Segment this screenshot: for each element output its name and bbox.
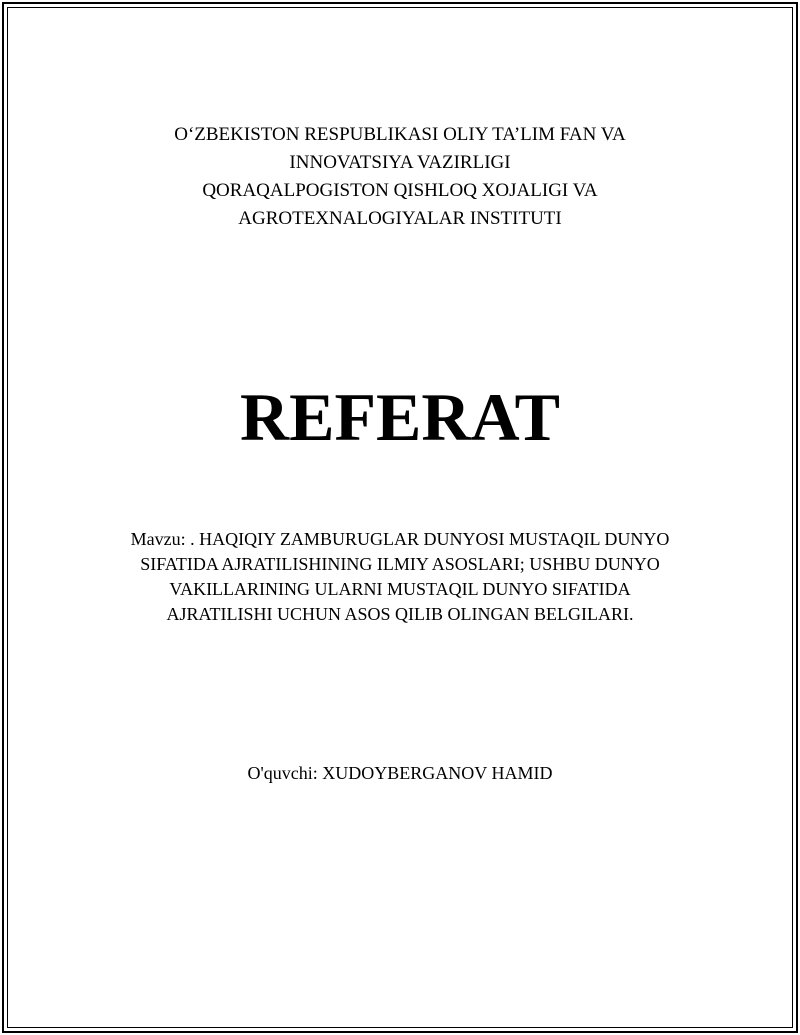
topic-line: Mavzu: . HAQIQIY ZAMBURUGLAR DUNYOSI MUSTAQIL DUNYO [130, 529, 670, 549]
student-name: O'quvchi: XUDOYBERGANOV HAMID [247, 763, 553, 783]
topic-line: VAKILLARINING ULARNI MUSTAQIL DUNYO SIFATIDA [169, 579, 631, 599]
topic-text [0, 527, 800, 627]
header-line: O‘ZBEKISTON RESPUBLIKASI OLIY TA’LIM FAN VA [174, 124, 626, 145]
header-line: QORAQALPOGISTON QISHLOQ XOJALIGI VA [202, 180, 598, 201]
topic-line: SIFATIDA AJRATILISHINING ILMIY ASOSLARI; USHBU DUNYO [140, 554, 660, 574]
institution-header [0, 121, 800, 233]
header-line: INNOVATSIYA VAZIRLIGI [289, 152, 511, 173]
header-line: AGROTEXNALOGIYALAR INSTITUTI [238, 208, 562, 229]
document-title: REFERAT [240, 379, 560, 455]
topic-line: AJRATILISHI UCHUN ASOS QILIB OLINGAN BELGILARI. [166, 604, 634, 624]
